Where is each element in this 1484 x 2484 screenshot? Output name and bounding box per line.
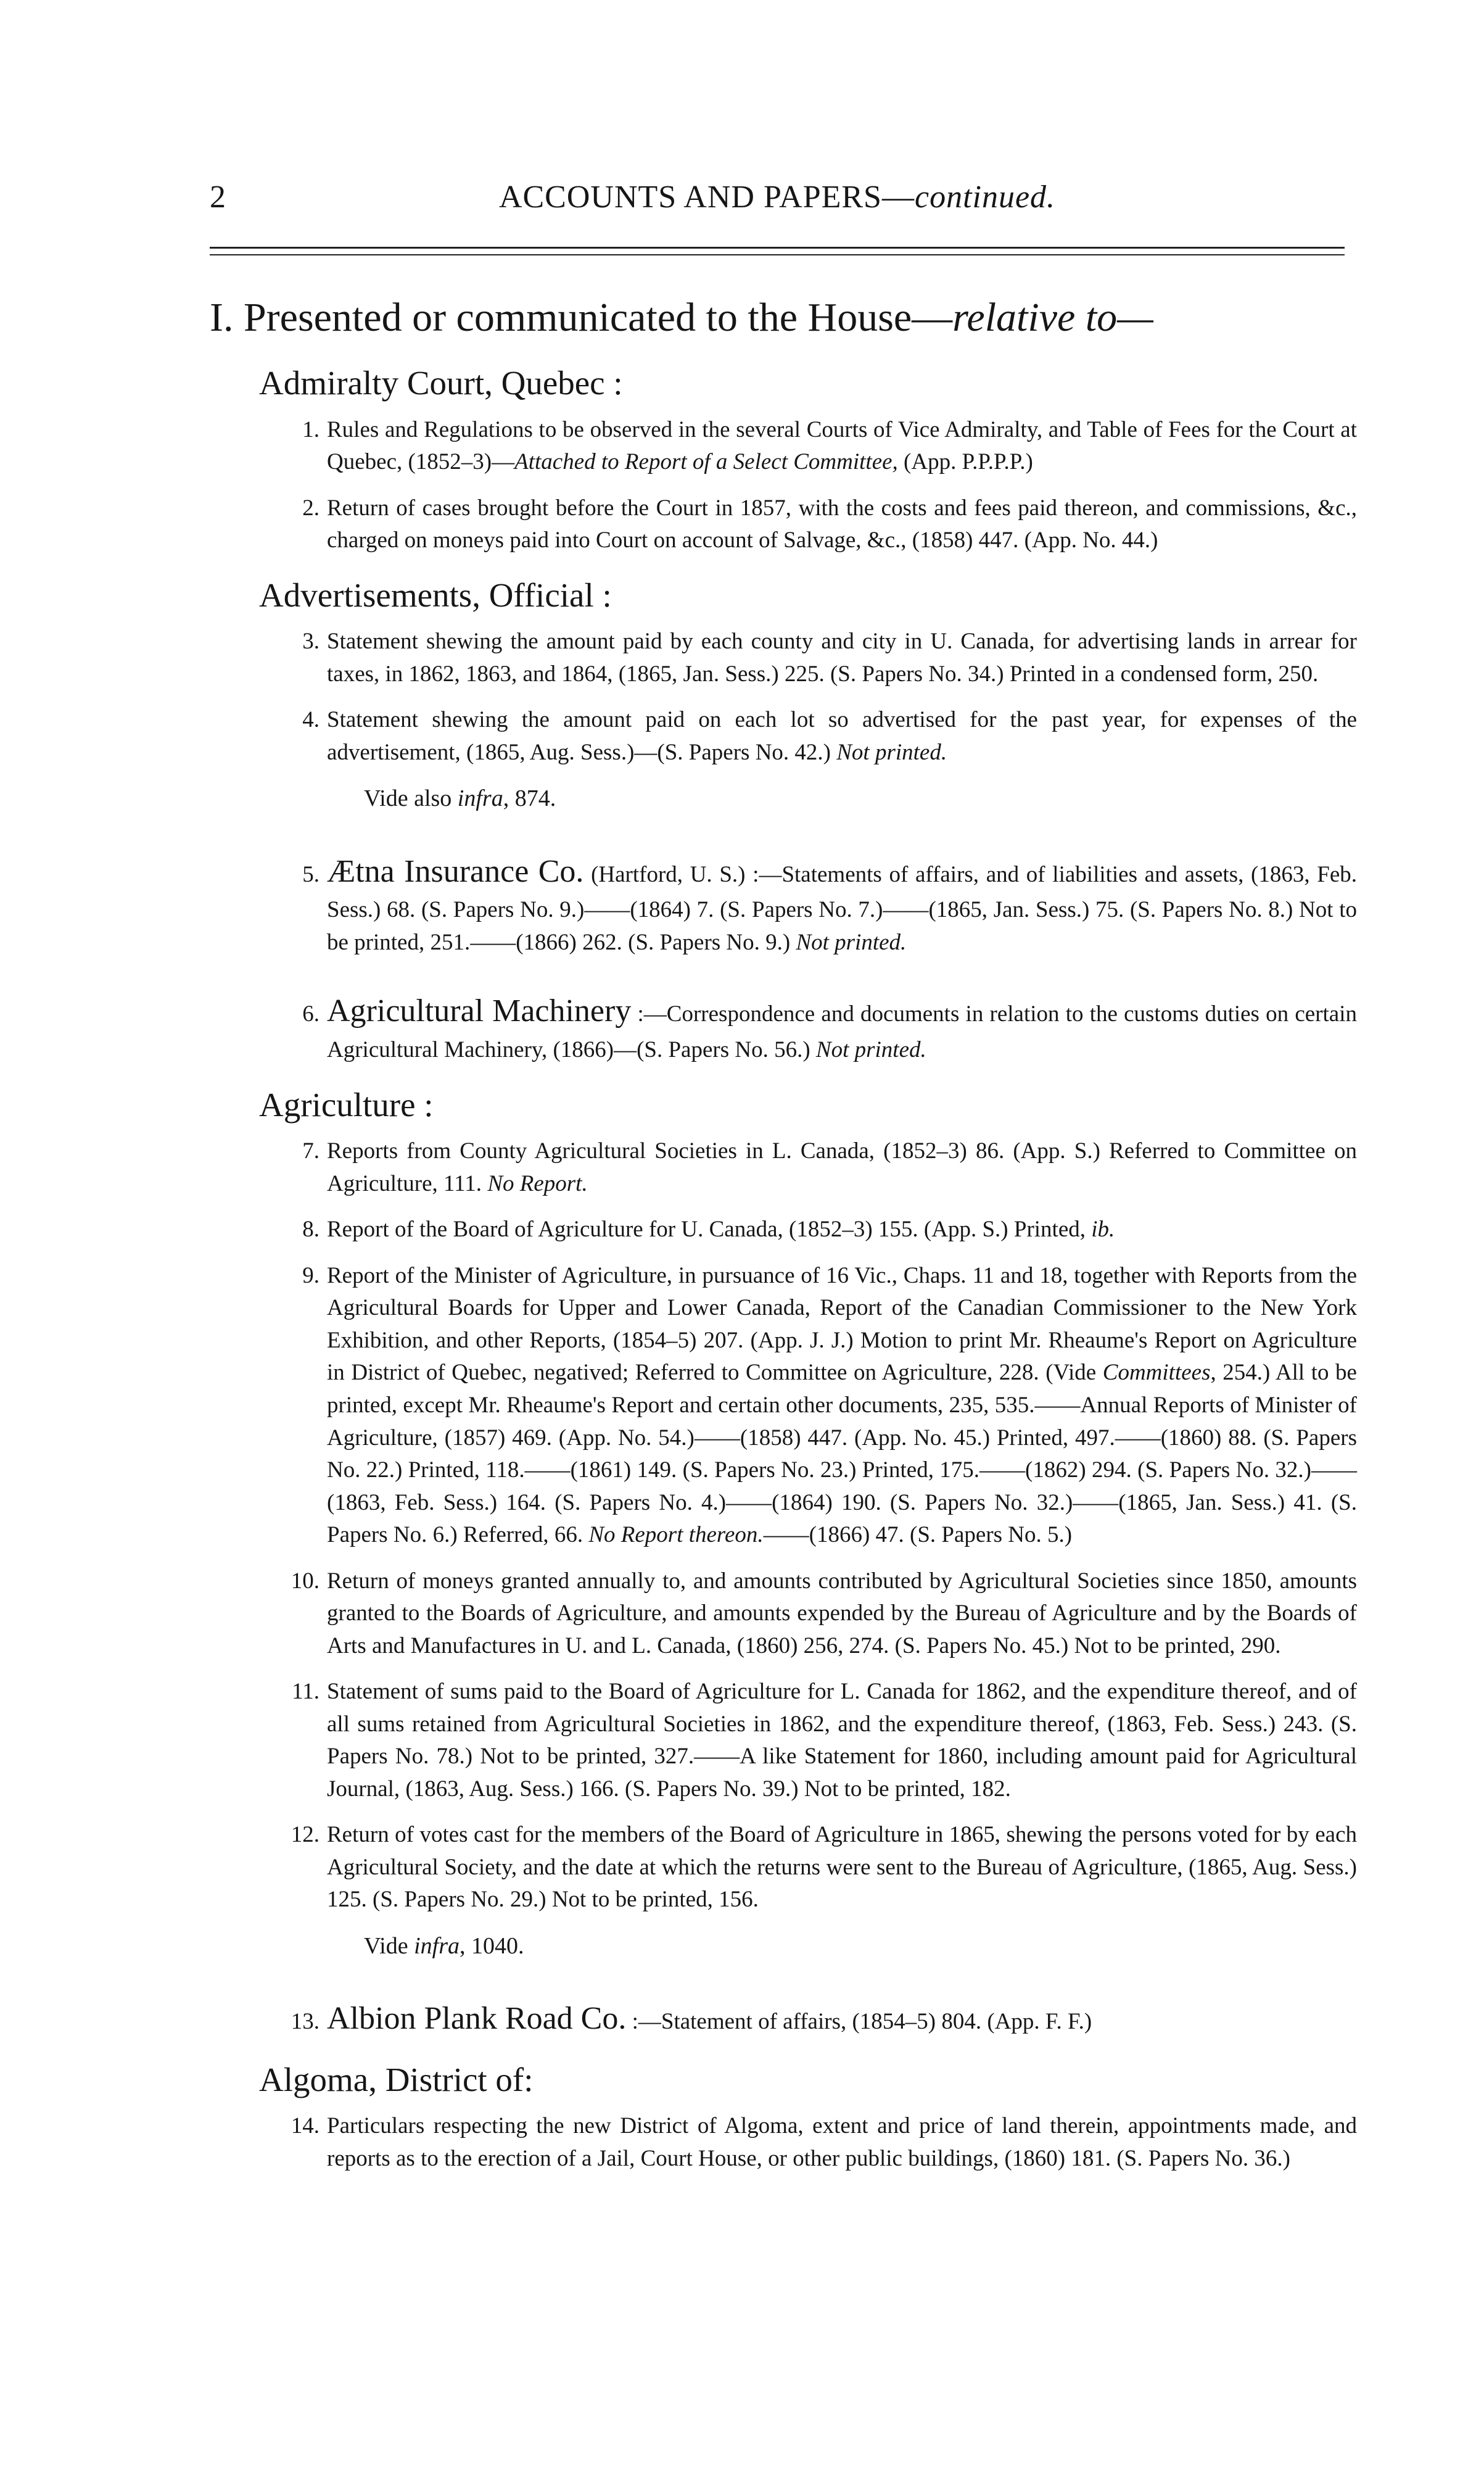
entry-text: :—Correspondence and documents in relation to the customs duties on certain Agricultural Machinery, (1866)—(S. Papers No. 56.) — [327, 1001, 1357, 1063]
index-entry-3 — [210, 626, 1357, 690]
entry-number: 7. — [302, 1138, 319, 1164]
entry-text: Statement shewing the amount paid on each lot so advertised for the past year, for expenses of the advertisement, (1865, Aug. Sess.)—(S. Papers No. 42.) — [327, 707, 1357, 765]
index-entry-2 — [210, 492, 1357, 557]
entry-italic: Committees — [1102, 1360, 1211, 1386]
entry-heading: Agricultural Machinery — [327, 993, 632, 1029]
entry-number: 13. — [291, 2009, 319, 2035]
index-entry-14 — [210, 2110, 1357, 2175]
entry-heading: Ætna Insurance Co. — [327, 853, 584, 889]
page-title-main: ACCOUNTS AND PAPERS— — [498, 180, 915, 215]
section-heading-main: I. Presented or communicated to the House— — [210, 295, 953, 340]
section-heading-italic: relative to— — [952, 295, 1153, 340]
index-entry-11 — [210, 1676, 1357, 1805]
vide-suffix: , 874. — [503, 785, 556, 812]
entry-text: Report of the Board of Agriculture for U. Canada, (1852–3) 155. (App. S.) Printed, — [327, 1217, 1092, 1243]
entry-italic: No Report thereon. — [588, 1522, 764, 1548]
entry-number: 4. — [302, 707, 319, 733]
entry-text-tail: (App. P.P.P.P.) — [897, 449, 1033, 475]
cross-reference — [364, 782, 1357, 815]
subject-heading-advertisements: Advertisements, Official : — [259, 576, 612, 614]
entry-text: Reports from County Agricultural Societies in L. Canada, (1852–3) 86. (App. S.) Referred to Committee on Agriculture, 111. — [327, 1138, 1357, 1196]
entry-italic: Not printed. — [836, 739, 947, 765]
page-title — [210, 179, 1345, 215]
entry-number: 14. — [291, 2113, 319, 2139]
vide-italic: infra — [414, 1932, 460, 1959]
entry-text: Statement shewing the amount paid by each county and city in U. Canada, for advertising lands in arrear for taxes, in 1862, 1863, and 1864, (1865, Jan. Sess.) 225. (S. Papers No. 34.) Printed in a condensed form, 250. — [327, 629, 1357, 687]
index-entry-1 — [210, 414, 1357, 479]
entry-italic: Not printed. — [796, 929, 907, 955]
entry-text: Report of the Minister of Agriculture, in pursuance of 16 Vic., Chaps. 11 and 18, together with Reports from the Agricultural Boards for Upper and Lower Canada, Report of the Canadian Commissioner to the New York Exhibition, and other Reports, (1854–5) 207. (App. J. J.) Motion to print Mr. Rheaume's Report on Agriculture in District of Quebec, negatived; Referred to Committee on Agriculture, 228. (Vide — [327, 1262, 1357, 1386]
subject-heading-agriculture: Agriculture : — [259, 1085, 434, 1124]
entry-number: 3. — [302, 629, 319, 655]
entry-text: :—Statements of affairs, and of liabilities and assets, (1863, Feb. Sess.) 68. (S. Papers No. 9.)——(1864) 7. (S. Papers No. 7.)——(1865, Jan. Sess.) 75. (S. Papers No. 8.) Not to be printed, 251.——(1866) 262. (S. Papers No. 9.) — [327, 861, 1358, 955]
section-heading — [210, 290, 1357, 345]
index-entry-7 — [210, 1135, 1357, 1200]
entry-italic: Not printed. — [815, 1037, 926, 1063]
vide-italic: infra — [457, 785, 503, 812]
entry-text: Rules and Regulations to be observed in the several Courts of Vice Admiralty, and Table of Fees for the Court at Quebec, (1852–3)— — [327, 416, 1357, 475]
subject-heading-algoma: Algoma, District of: — [259, 2060, 534, 2098]
entry-number: 5. — [302, 861, 319, 887]
entry-number: 8. — [302, 1217, 319, 1243]
entry-italic: No Report. — [487, 1170, 588, 1196]
cross-reference — [364, 1930, 1357, 1963]
header-rule-top — [210, 247, 1345, 249]
entry-text: , 254.) All to be printed, except Mr. Rheaume's Report and certain other documents, 235, 535.——Annual Reports of Minister of Agriculture, (1857) 469. (App. No. 54.)——(1858) 447. (App. No. 45.) Printed, 497.——(1860) 88. (S. Papers No. 22.) Printed, 118.——(1861) 149. (S. Papers No. 23.) Printed, 175.——(1862) 294. (S. Papers No. 32.)——(1863, Feb. Sess.) 164. (S. Papers No. 4.)——(1864) 190. (S. Papers No. 32.)——(1865, Jan. Sess.) 41. (S. Papers No. 6.) Referred, 66. — [327, 1360, 1357, 1548]
entry-text: Return of votes cast for the members of the Board of Agriculture in 1865, shewing the persons voted for by each Agricultural Society, and the date at which the returns were sent to the Bureau of Agriculture, (1865, Aug. Sess.) 125. (S. Papers No. 29.) Not to be printed, 156. — [327, 1822, 1357, 1913]
vide-prefix: Vide — [364, 1932, 414, 1959]
entry-number: 2. — [302, 495, 319, 521]
entry-number: 12. — [291, 1822, 319, 1848]
index-entry-4 — [210, 704, 1357, 769]
vide-prefix: Vide also — [364, 785, 458, 812]
entry-number: 6. — [302, 1001, 319, 1027]
entry-heading: Albion Plank Road Co. — [327, 2001, 627, 2037]
entry-number: 11. — [292, 1679, 319, 1705]
index-entry-10 — [210, 1565, 1357, 1663]
entry-text: Return of moneys granted annually to, and amounts contributed by Agricultural Societies since 1850, amounts granted to the Boards of Agriculture, and amounts expended by the Bureau of Agriculture and by the Boards of Arts and Manufactures in U. and L. Canada, (1860) 256, 274. (S. Papers No. 45.) Not to be printed, 290. — [327, 1568, 1357, 1658]
entry-text: Statement of sums paid to the Board of Agriculture for L. Canada for 1862, and the expenditure thereof, and of all sums retained from Agricultural Societies in 1862, and the expenditure thereof, (1863, Feb. Sess.) 243. (S. Papers No. 78.) Not to be printed, 327.——A like Statement for 1860, including amount paid for Agricultural Journal, (1863, Aug. Sess.) 166. (S. Papers No. 39.) Not to be printed, 182. — [327, 1679, 1357, 1802]
entry-number: 10. — [291, 1568, 319, 1594]
index-entry-6 — [210, 988, 1357, 1066]
running-header — [210, 179, 1345, 228]
page-title-italic: continued. — [914, 180, 1056, 215]
index-entry-13 — [210, 1996, 1357, 2042]
entry-text: Particulars respecting the new District of Algoma, extent and price of land therein, appointments made, and reports as to the erection of a Jail, Court House, or other public buildings, (1860) 181. (S. Papers No. 36.) — [327, 2113, 1357, 2172]
header-rule-bottom — [210, 254, 1345, 255]
entry-italic: ib. — [1091, 1217, 1115, 1243]
index-entry-8 — [210, 1214, 1357, 1246]
entry-paren: (Hartford, U. S.) — [583, 861, 746, 887]
entry-italic: Attached to Report of a Select Committee, — [514, 449, 898, 475]
index-entry-5 — [210, 849, 1357, 959]
page-number: 2 — [210, 180, 226, 215]
entry-text: Return of cases brought before the Court in 1857, with the costs and fees paid thereon, and commissions, &c., charged on moneys paid into Court on account of Salvage, &c., (1858) 447. (App. No. 44.) — [327, 495, 1357, 553]
index-content — [210, 290, 1357, 2189]
vide-suffix: , 1040. — [460, 1932, 524, 1959]
index-entry-9 — [210, 1260, 1357, 1552]
entry-number: 1. — [302, 416, 319, 442]
entry-text: ——(1866) 47. (S. Papers No. 5.) — [763, 1522, 1073, 1548]
entry-text: :—Statement of affairs, (1854–5) 804. (App. F. F.) — [626, 2009, 1092, 2035]
index-entry-12 — [210, 1819, 1357, 1916]
entry-number: 9. — [302, 1262, 319, 1288]
subject-heading-admiralty: Admiralty Court, Quebec : — [259, 364, 623, 402]
